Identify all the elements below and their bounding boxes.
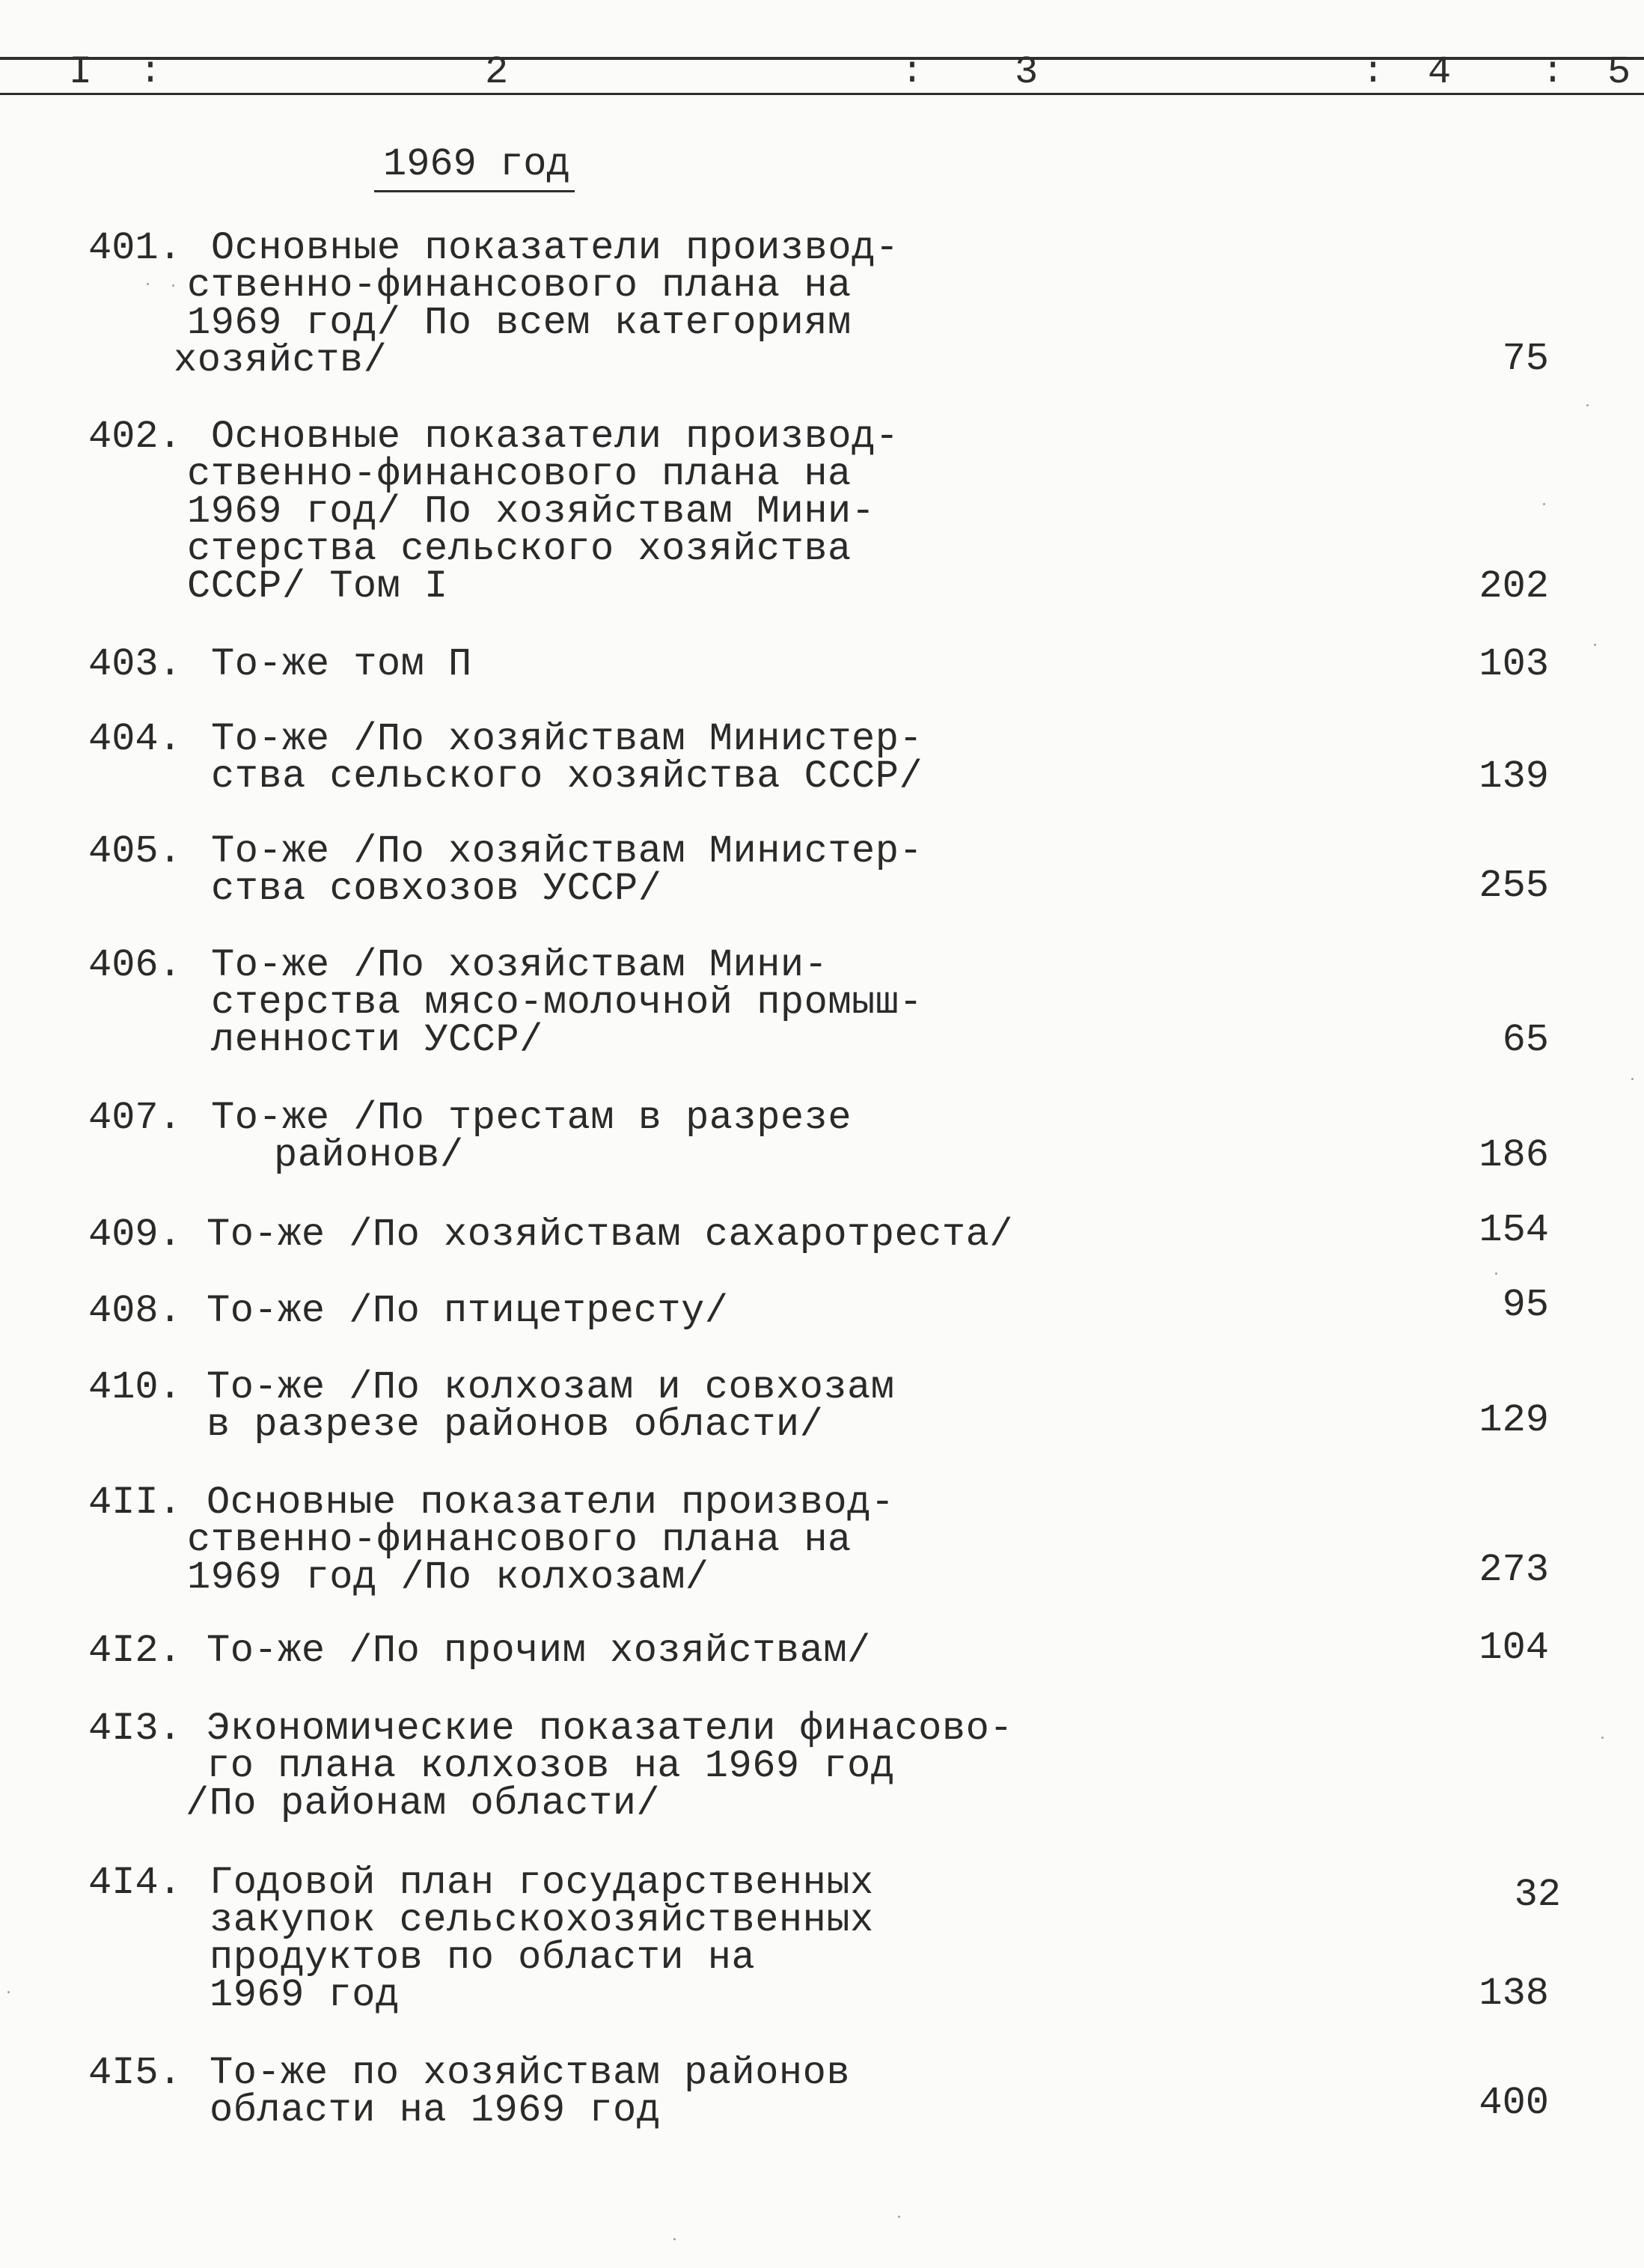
- scan-speck: [673, 2238, 676, 2240]
- entry-title-line: Основные показатели производ-: [211, 226, 899, 270]
- entry-title-line: Основные показатели производ-: [207, 1481, 895, 1525]
- scan-speck: [172, 284, 174, 287]
- entry-title-line: ственно-финансового плана на: [187, 452, 852, 496]
- sheet-count: 75: [1502, 337, 1549, 381]
- column-head-4: 4: [1428, 50, 1452, 94]
- header-rule-bottom: [0, 93, 1644, 95]
- entry-title-line: То-же /По колхозам и совхозам: [207, 1365, 895, 1409]
- entry-number: 403.: [88, 642, 182, 686]
- entry-number: 409.: [88, 1213, 182, 1257]
- entry-number: 4I2.: [88, 1629, 182, 1673]
- entry-title-line: 1969 год: [210, 1973, 400, 2017]
- entry-title-line: То-же /По прочим хозяйствам/: [207, 1629, 871, 1673]
- entry-title-line: стерства сельского хозяйства: [187, 527, 852, 571]
- entry-title-line: То-же /По хозяйствам Министер-: [211, 829, 923, 874]
- entry-title-line: стерства мясо-молочной промыш-: [211, 981, 923, 1025]
- entry-number: 402.: [88, 415, 182, 459]
- entry-title-line: То-же /По хозяйствам Министер-: [211, 717, 923, 761]
- entry-number: 4I4.: [88, 1861, 182, 1905]
- sheet-count-extra: 138: [1479, 1972, 1549, 2016]
- entry-title-line: То-же /По хозяйствам Мини-: [211, 943, 828, 987]
- entry-number: 4I3.: [88, 1707, 182, 1751]
- column-head-1: I: [69, 50, 93, 94]
- entry-title-line: 1969 год/ По всем категориям: [187, 301, 852, 345]
- entry-number: 404.: [88, 717, 182, 761]
- entry-number: 401.: [88, 226, 182, 270]
- entry-title-line: области на 1969 год: [210, 2088, 661, 2133]
- entry-title-line: ленности УССР/: [211, 1018, 543, 1062]
- sheet-count: 400: [1479, 2081, 1549, 2125]
- header-rule-top: [0, 57, 1644, 60]
- entry-title-line: Экономические показатели финасово-: [207, 1707, 1013, 1751]
- sheet-count: 65: [1502, 1018, 1549, 1062]
- scan-speck: [1631, 1078, 1634, 1080]
- entry-title-line: /По районам области/: [186, 1781, 661, 1826]
- scan-speck: [7, 1991, 10, 1993]
- sheet-count: 95: [1502, 1283, 1549, 1327]
- entry-title-line: закупок сельскохозяйственных: [210, 1898, 874, 1942]
- scan-speck: [898, 2216, 900, 2218]
- entry-title-line: ства сельского хозяйства СССР/: [211, 755, 923, 799]
- entry-number: 4I5.: [88, 2051, 182, 2095]
- column-head-3: 3: [1015, 50, 1039, 94]
- sheet-count: 186: [1479, 1133, 1549, 1177]
- entry-title-line: То-же по хозяйствам районов: [210, 2051, 851, 2095]
- entry-title-line: в разрезе районов области/: [207, 1403, 824, 1447]
- entry-title-line: 1969 год /По колхозам/: [187, 1555, 709, 1600]
- sheet-count: 255: [1479, 864, 1549, 908]
- column-separator: :: [1541, 51, 1565, 94]
- entry-title-line: То-же /По хозяйствам сахаротреста/: [207, 1213, 1013, 1257]
- entry-title-line: То-же /По птицетресту/: [207, 1289, 729, 1333]
- sheet-count: 104: [1479, 1626, 1549, 1670]
- column-separator: :: [1362, 51, 1385, 94]
- entry-title-line: То-же том П: [211, 642, 472, 686]
- column-separator: :: [901, 51, 924, 94]
- year-heading: 1969 год: [374, 142, 575, 192]
- entry-title-line: го плана колхозов на 1969 год: [207, 1744, 895, 1788]
- entry-title-line: ства совхозов УССР/: [211, 867, 662, 911]
- sheet-count: 273: [1479, 1548, 1549, 1592]
- entry-number: 407.: [88, 1096, 182, 1140]
- scan-speck: [1594, 644, 1596, 646]
- scan-speck: [1495, 1272, 1497, 1275]
- entry-title-line: Годовой план государственных: [210, 1861, 874, 1905]
- entry-number: 408.: [88, 1289, 182, 1333]
- entry-number: 4II.: [88, 1481, 182, 1525]
- entry-number: 405.: [88, 829, 182, 874]
- entry-title-line: продуктов по области на: [210, 1936, 756, 1980]
- entry-title-line: районов/: [274, 1133, 464, 1177]
- sheet-count: 139: [1479, 755, 1549, 799]
- sheet-count: 202: [1479, 564, 1549, 609]
- sheet-count: 32: [1514, 1873, 1561, 1917]
- entry-title-line: ственно-финансового плана на: [187, 1518, 852, 1562]
- entry-title-line: СССР/ Том I: [187, 564, 448, 609]
- entry-title-line: 1969 год/ По хозяйствам Мини-: [187, 490, 876, 534]
- column-head-2: 2: [485, 50, 509, 94]
- entry-number: 406.: [88, 943, 182, 987]
- entry-title-line: хозяйств/: [174, 338, 388, 382]
- sheet-count: 154: [1479, 1208, 1549, 1252]
- scan-speck: [1586, 404, 1589, 406]
- sheet-count: 103: [1479, 642, 1549, 686]
- scan-speck: [1543, 503, 1545, 505]
- entry-title-line: Основные показатели производ-: [211, 415, 899, 459]
- entry-title-line: ственно-финансового плана на: [187, 263, 852, 308]
- scan-speck: [147, 283, 149, 285]
- column-head-5: 5: [1607, 50, 1631, 94]
- scan-speck: [1601, 1737, 1604, 1739]
- column-separator: :: [139, 51, 162, 94]
- entry-number: 410.: [88, 1365, 182, 1409]
- entry-title-line: То-же /По трестам в разрезе: [211, 1096, 852, 1140]
- sheet-count: 129: [1479, 1398, 1549, 1442]
